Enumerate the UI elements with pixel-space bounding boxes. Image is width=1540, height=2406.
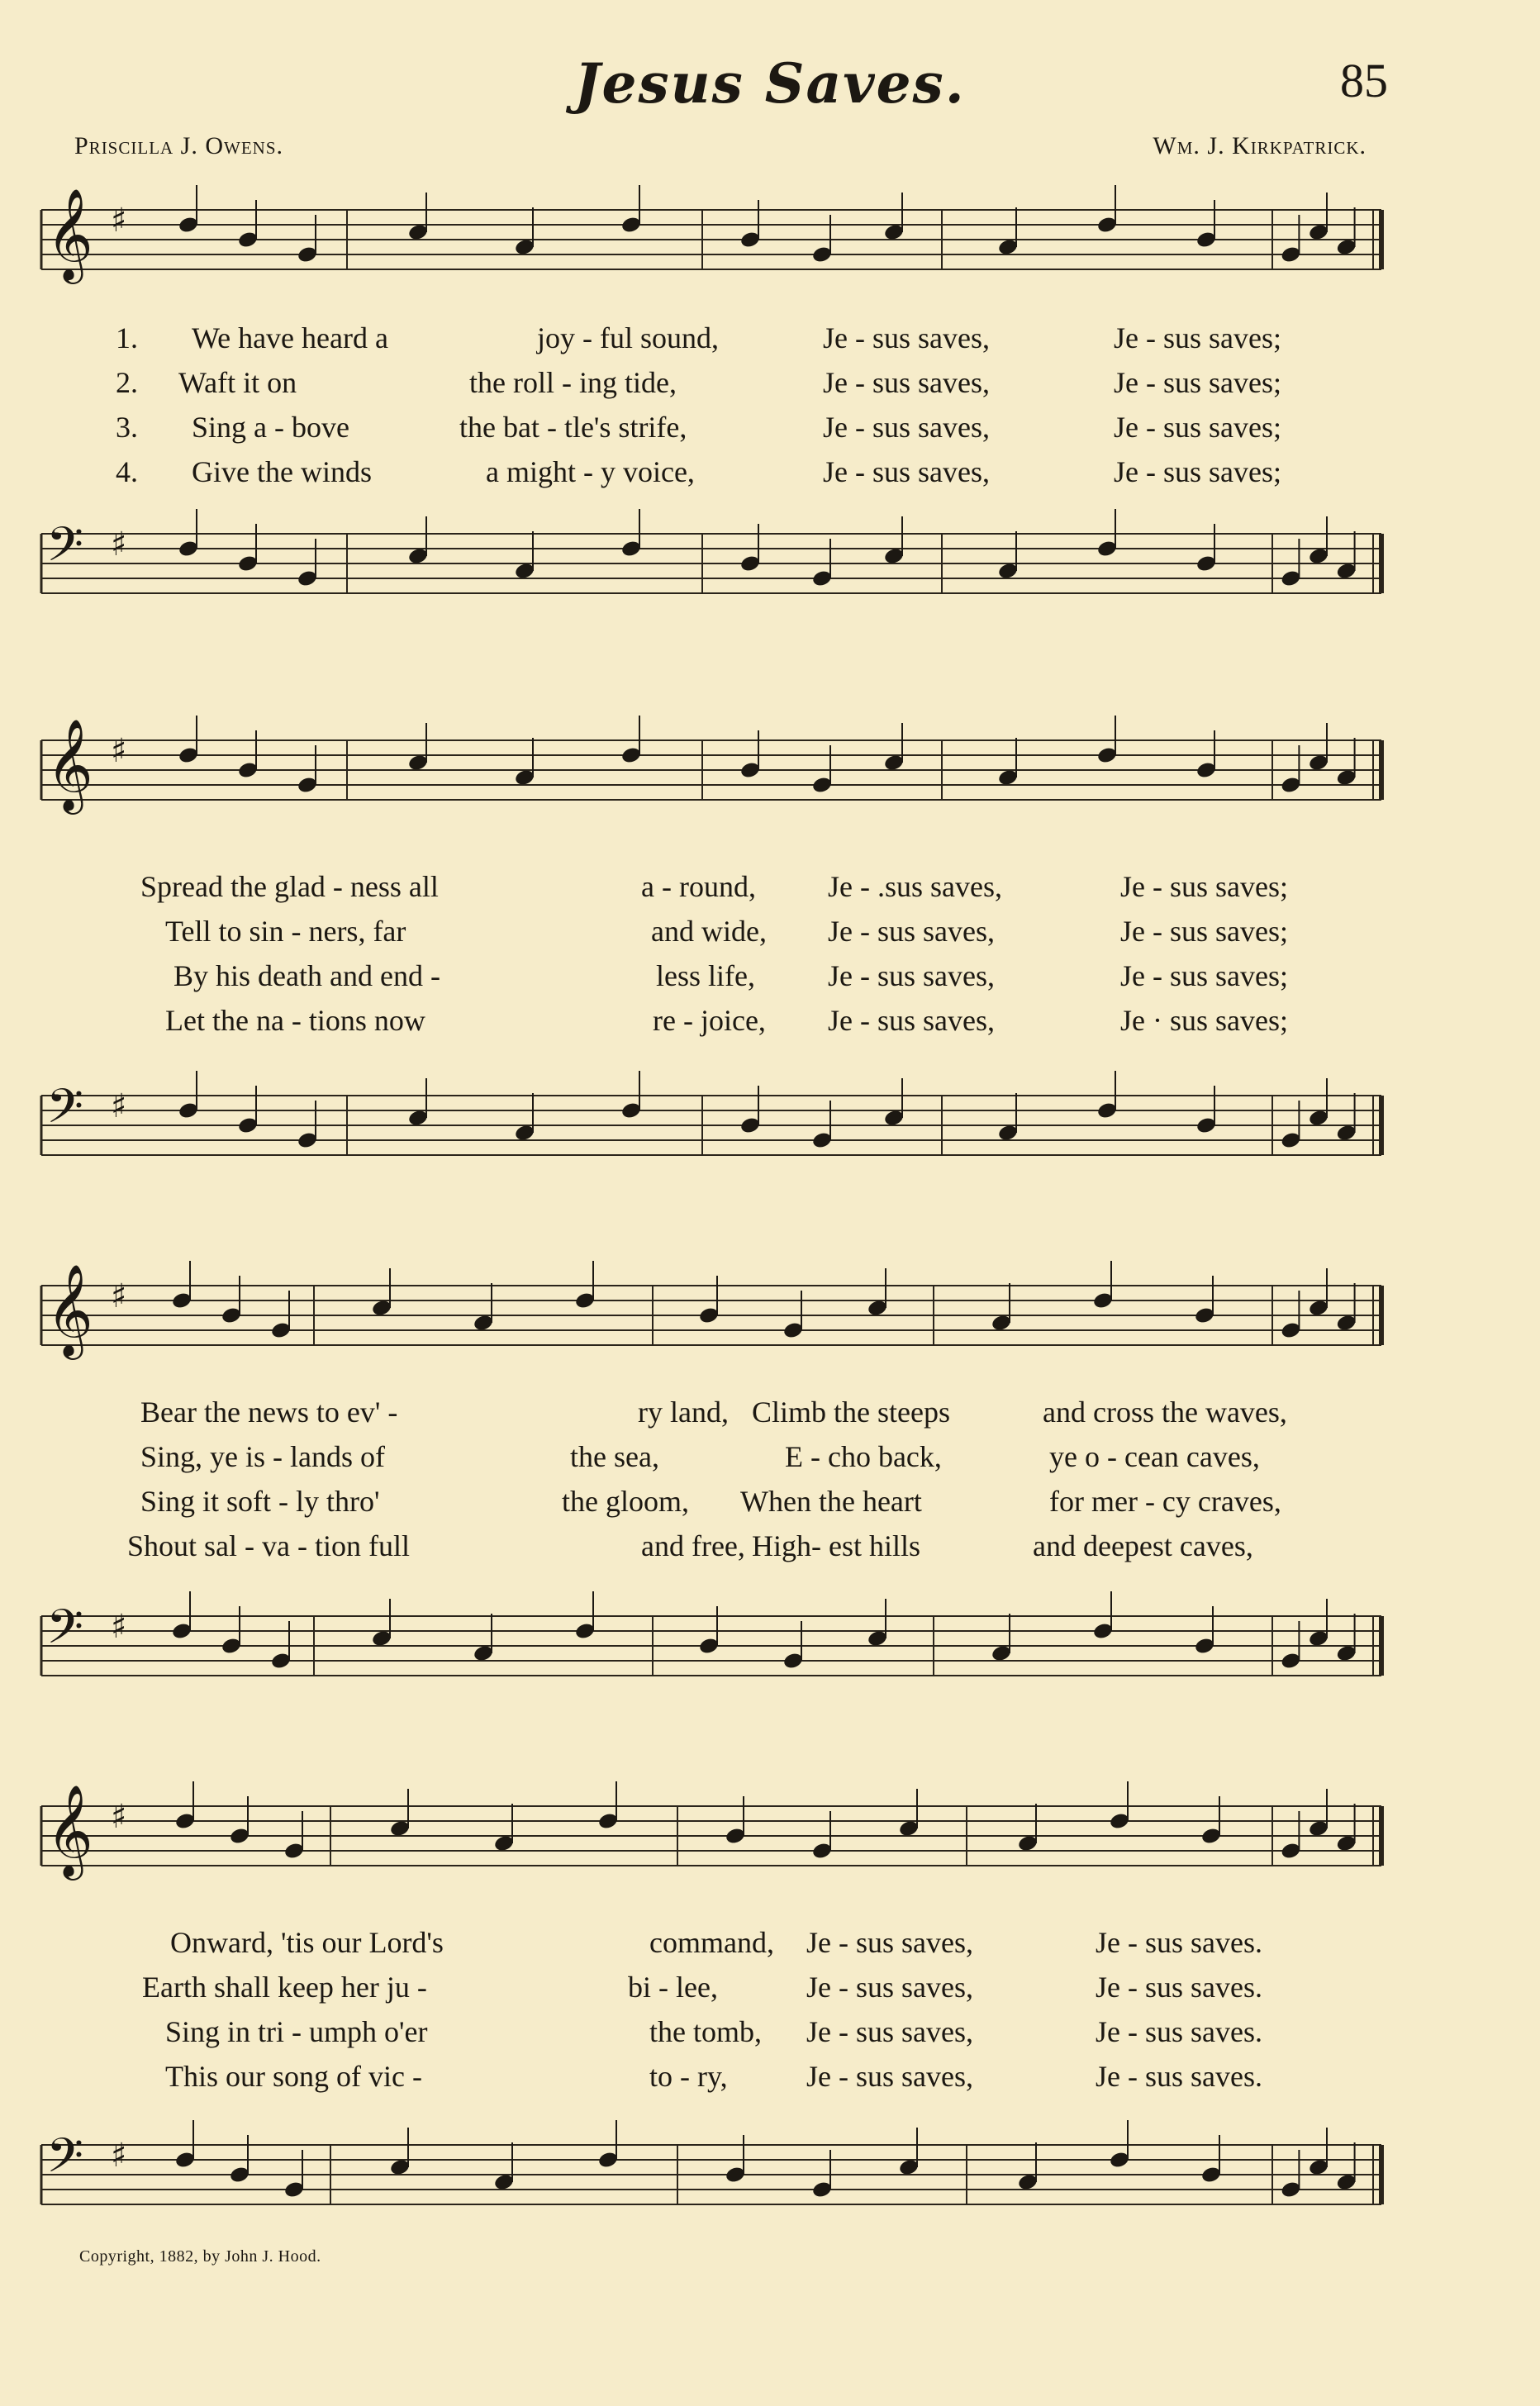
lyric-phrase: re - joice, [653,1004,766,1037]
lyric-phrase: This our song of vic - [165,2060,422,2093]
verse-number: 4. [116,455,138,488]
lyric-phrase: ye o - cean caves, [1049,1440,1260,1473]
lyric-phrase: and cross the waves, [1043,1396,1287,1429]
lyric-phrase: Je - sus saves. [1096,2015,1262,2048]
lyric-phrase: Sing it soft - ly thro' [140,1485,380,1518]
lyric-phrase: Onward, 'tis our Lord's [170,1926,444,1959]
sharp-icon: ♯ [111,525,127,563]
verse-line [0,1395,1540,1431]
sharp-icon: ♯ [111,202,127,240]
lyric-phrase: Tell to sin - ners, far [165,915,406,948]
lyric-phrase: Je - sus saves; [1114,411,1281,444]
lyric-phrase: By his death and end - [173,959,440,992]
lyric-phrase: Sing in tri - umph o'er [165,2015,428,2048]
lyric-phrase: Je - sus saves; [1114,321,1281,354]
bass-clef-icon: 𝄢 [46,1599,84,1667]
lyric-phrase: Sing a - bove [192,411,349,444]
lyric-phrase: Sing, ye is - lands of [140,1440,385,1473]
lyric-phrase: Spread the glad - ness all [140,870,439,903]
lyric-phrase: Je - sus saves, [806,2015,973,2048]
verse-line [0,365,1540,402]
verse-line [0,958,1540,995]
lyric-phrase: and free, [641,1529,745,1562]
verse-line [0,1970,1540,2006]
lyric-phrase: Je - sus saves; [1120,959,1288,992]
lyric-phrase: and deepest caves, [1033,1529,1253,1562]
bass-staff-system-3 [0,1586,1540,1710]
treble-clef-icon: 𝄞 [46,1263,93,1356]
lyric-phrase: Je - sus saves. [1096,1971,1262,2004]
lyric-phrase: to - ry, [649,2060,728,2093]
verse-line [0,914,1540,950]
lyric-phrase: When the heart [740,1485,922,1518]
verse-line [0,2059,1540,2095]
bass-staff-system-2 [0,1066,1540,1190]
sharp-icon: ♯ [111,1087,127,1125]
lyric-phrase: Give the winds [192,455,372,488]
lyric-phrase: the bat - tle's strife, [459,411,687,444]
treble-staff-system-2 [0,711,1540,834]
lyric-phrase: for mer - cy craves, [1049,1485,1281,1518]
bass-clef-icon: 𝄢 [46,516,84,584]
verse-line [0,1484,1540,1520]
lyric-phrase: E - cho back, [785,1440,942,1473]
lyric-phrase: the sea, [570,1440,659,1473]
sharp-icon: ♯ [111,2137,127,2175]
verse-line [0,1925,1540,1961]
sharp-icon: ♯ [111,1608,127,1646]
lyric-phrase: Je - sus saves; [1114,455,1281,488]
lyric-phrase: a might - y voice, [486,455,695,488]
treble-staff-system-3 [0,1256,1540,1380]
lyric-phrase: Je - sus saves, [828,915,995,948]
verse-number: 3. [116,411,138,444]
lyric-phrase: Climb the steeps [752,1396,950,1429]
lyricist-credit: Priscilla J. Owens. [74,132,284,159]
lyric-phrase: Je - sus saves, [828,959,995,992]
bass-clef-icon: 𝄢 [46,1078,84,1146]
verse-number: 1. [116,321,138,354]
composer-credit: Wm. J. Kirkpatrick. [1153,132,1367,159]
verse-line [0,1529,1540,1565]
sharp-icon: ♯ [111,1798,127,1836]
lyric-phrase: less life, [656,959,755,992]
verse-line [0,869,1540,906]
sharp-icon: ♯ [111,732,127,770]
lyric-phrase: Je - sus saves. [1096,1926,1262,1959]
lyric-phrase: Earth shall keep her ju - [142,1971,427,2004]
lyric-phrase: Je - sus saves, [806,2060,973,2093]
lyric-phrase: Je - sus saves; [1120,915,1288,948]
bass-staff-system-4 [0,2115,1540,2239]
lyric-phrase: We have heard a [192,321,388,354]
treble-staff-system-4 [0,1776,1540,1900]
lyric-phrase: Je - sus saves, [806,1971,973,2004]
lyric-phrase: Je · sus saves; [1120,1004,1288,1037]
verse-line [0,1439,1540,1476]
treble-clef-icon: 𝄞 [46,1784,93,1876]
sharp-icon: ♯ [111,1277,127,1315]
treble-clef-icon: 𝄞 [46,718,93,811]
lyric-phrase: Je - sus saves, [823,411,990,444]
lyric-phrase: Bear the news to ev' - [140,1396,398,1429]
treble-staff-system-1 [0,180,1540,304]
verse-line [0,2014,1540,2051]
lyric-phrase: joy - ful sound, [537,321,719,354]
lyric-phrase: Je - .sus saves, [828,870,1002,903]
lyric-phrase: High- est hills [752,1529,920,1562]
treble-clef-icon: 𝄞 [46,188,93,280]
lyric-phrase: Je - sus saves; [1120,870,1288,903]
lyric-phrase: Waft it on [178,366,297,399]
lyric-phrase: command, [649,1926,774,1959]
verse-line [0,321,1540,357]
lyric-phrase: Je - sus saves, [806,1926,973,1959]
lyric-phrase: Je - sus saves, [823,321,990,354]
bass-clef-icon: 𝄢 [46,2128,84,2195]
lyric-phrase: the tomb, [649,2015,762,2048]
lyric-phrase: the gloom, [562,1485,689,1518]
lyric-phrase: ry land, [638,1396,729,1429]
copyright-notice: Copyright, 1882, by John J. Hood. [79,2247,321,2266]
lyric-phrase: bi - lee, [628,1971,718,2004]
lyric-phrase: the roll - ing tide, [469,366,677,399]
bass-staff-system-1 [0,504,1540,628]
lyric-phrase: Je - sus saves, [823,366,990,399]
lyric-phrase: and wide, [651,915,767,948]
lyric-phrase: Je - sus saves; [1114,366,1281,399]
lyric-phrase: a - round, [641,870,756,903]
verse-line [0,1003,1540,1039]
verse-number: 2. [116,366,138,399]
lyric-phrase: Let the na - tions now [165,1004,425,1037]
page-number: 85 [1340,54,1388,107]
hymn-title: Jesus Saves. [574,51,966,116]
lyric-phrase: Je - sus saves, [828,1004,995,1037]
verse-line [0,410,1540,446]
lyric-phrase: Je - sus saves, [823,455,990,488]
lyric-phrase: Je - sus saves. [1096,2060,1262,2093]
verse-line [0,454,1540,491]
lyric-phrase: Shout sal - va - tion full [127,1529,410,1562]
